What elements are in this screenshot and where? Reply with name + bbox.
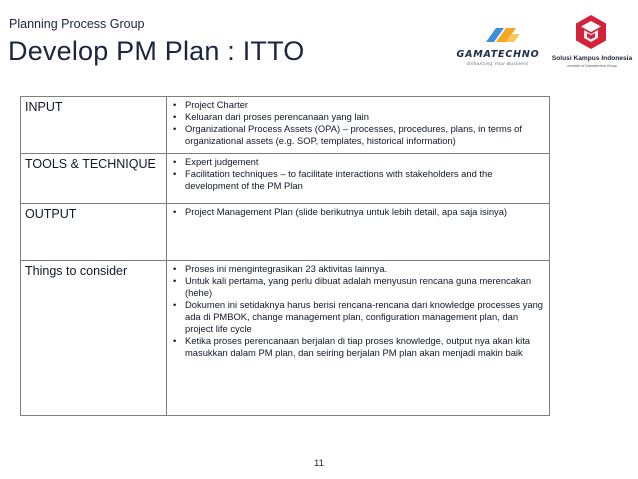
itto-row-content xyxy=(167,204,550,261)
itto-table xyxy=(20,96,550,416)
itto-row-output xyxy=(21,204,550,261)
itto-row-label: TOOLS & TECHNIQUE xyxy=(21,154,167,204)
itto-bullet-item: • Proses ini mengintegrasikan 23 aktivitas lainnya. xyxy=(173,263,543,275)
itto-bullet-list xyxy=(173,206,543,218)
itto-bullet-list xyxy=(173,156,543,192)
solusi-kampus-logo-icon xyxy=(574,14,608,50)
itto-bullet-item: • Dokumen ini setidaknya harus berisi rencana-rencana dari knowledge processes yang ada di PMBOK, change management plan, configuration management plan, dan project life cycle xyxy=(173,299,543,335)
itto-bullet-item: • Project Charter xyxy=(173,99,543,111)
itto-row-content xyxy=(167,97,550,154)
itto-bullet-item: • Keluaran dari proses perencanaan yang lain xyxy=(173,111,543,123)
itto-bullet-item: • Organizational Process Assets (OPA) – processes, procedures, plans, in terms of organizational assets (e.g. SOP, templates, historical information) xyxy=(173,123,543,147)
page-number: 11 xyxy=(314,458,324,469)
itto-bullet-item: • Ketika proses perencanaan berjalan di tiap proses knowledge, output nya akan kita masukkan dalam PM plan, dan seiring berjalan PM plan akan menjadi makin baik xyxy=(173,335,543,359)
itto-row-label: Things to consider xyxy=(21,261,167,416)
itto-bullet-list xyxy=(173,99,543,147)
itto-row-content xyxy=(167,154,550,204)
itto-row-label: INPUT xyxy=(21,97,167,154)
itto-row-label: OUTPUT xyxy=(21,204,167,261)
solusi-kampus-logo xyxy=(549,14,635,76)
itto-row-tools-technique xyxy=(21,154,550,204)
itto-bullet-item: • Project Management Plan (slide berikutnya untuk lebih detail, apa saja isinya) xyxy=(173,206,543,218)
slide-title: Develop PM Plan : ITTO xyxy=(8,36,305,66)
itto-row-input xyxy=(21,97,550,154)
itto-bullet-item: • Expert judgement xyxy=(173,156,543,168)
itto-row-things-to-consider xyxy=(21,261,550,416)
itto-bullet-item: • Facilitation techniques – to facilitate interactions with stakeholders and the development of the PM Plan xyxy=(173,168,543,192)
itto-bullet-list xyxy=(173,263,543,359)
solusi-kampus-wordmark: Solusi Kampus Indonesia xyxy=(551,55,633,62)
solusi-kampus-subtitle: member of Gamatechno Group xyxy=(567,64,617,68)
itto-row-content xyxy=(167,261,550,416)
gamatechno-wordmark: GAMATECHNO xyxy=(456,49,540,60)
gamatechno-logo xyxy=(452,22,544,70)
gamatechno-tagline: Enhancing Your Business xyxy=(467,62,529,67)
gamatechno-logo-icon xyxy=(482,22,522,46)
process-group-label: Planning Process Group xyxy=(9,17,145,31)
itto-bullet-item: • Untuk kali pertama, yang perlu dibuat adalah menyusun rencana guna merencakan (hehe) xyxy=(173,275,543,299)
